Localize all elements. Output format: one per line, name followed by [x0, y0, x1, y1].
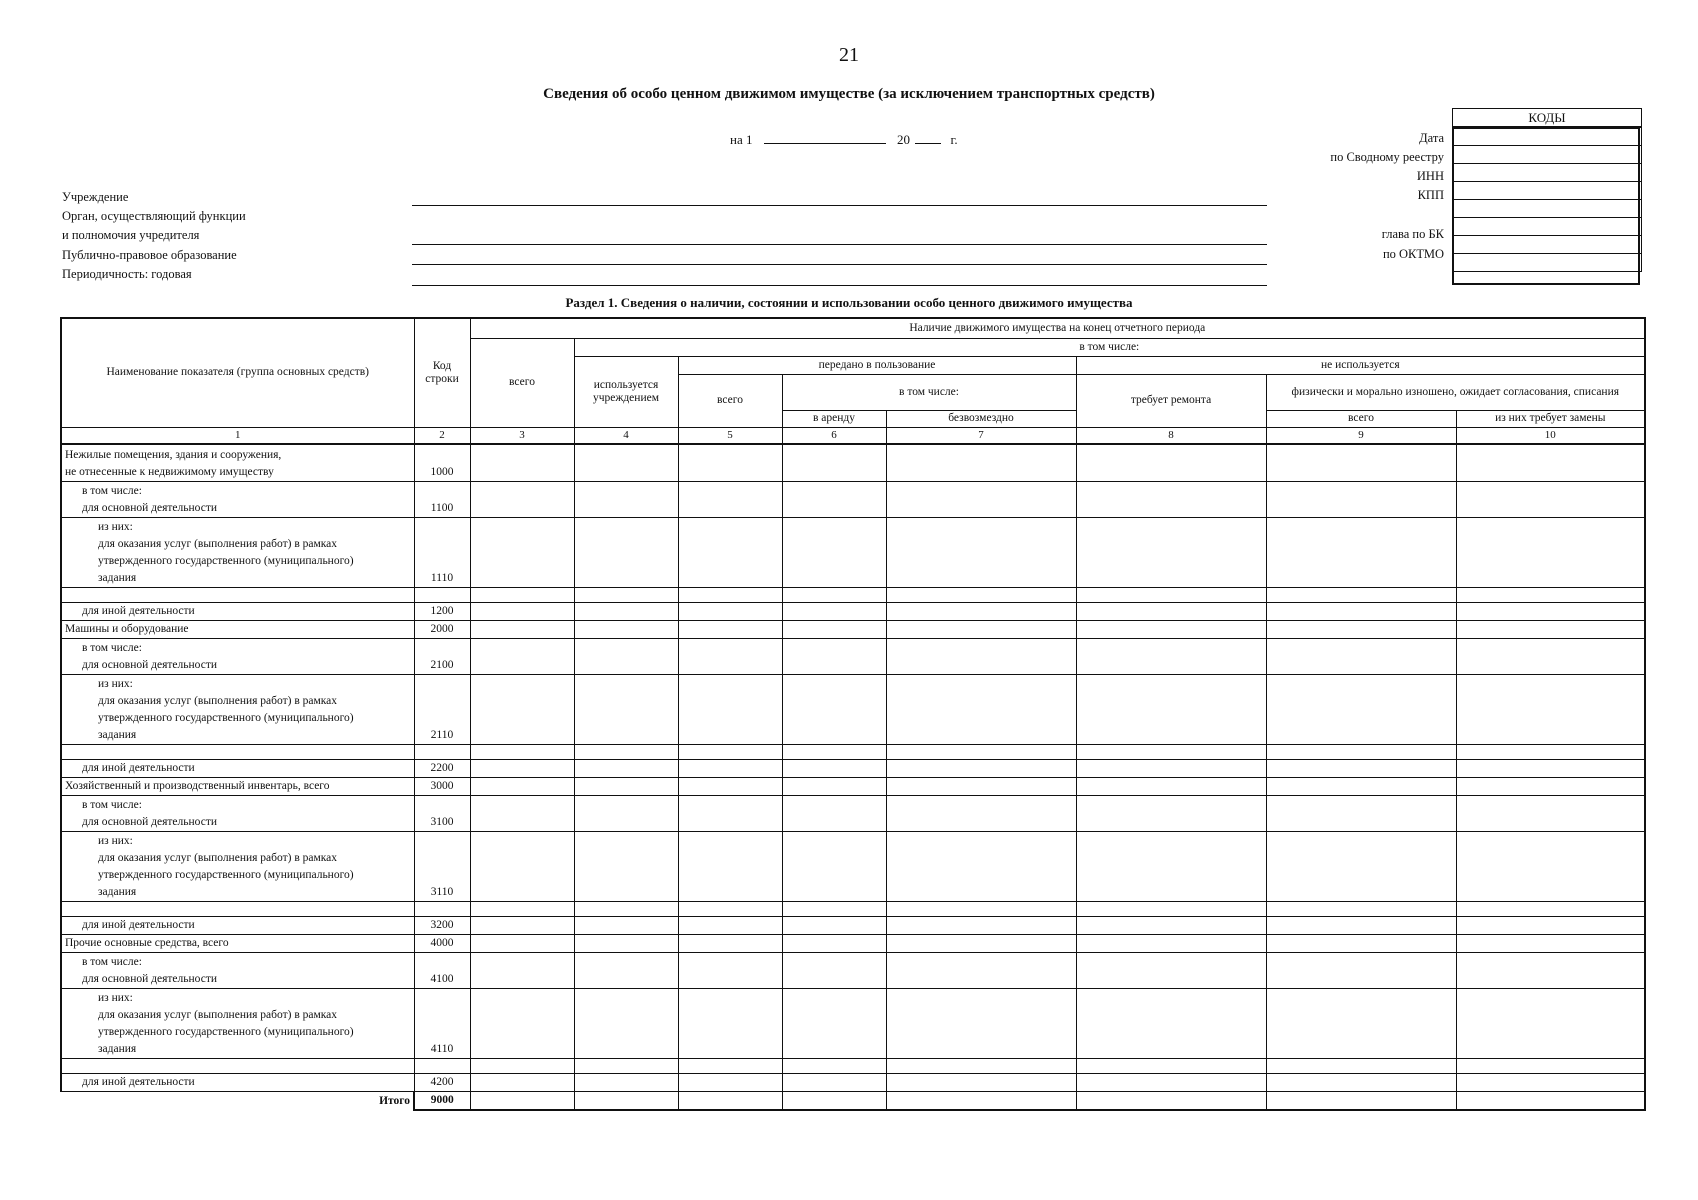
row-code: 4110: [414, 989, 470, 1059]
value-cell[interactable]: [574, 518, 678, 588]
value-cell[interactable]: [1076, 675, 1266, 745]
value-cell[interactable]: [1266, 482, 1456, 518]
value-cell[interactable]: [574, 675, 678, 745]
table-row: [61, 639, 1645, 675]
col-number: 2: [414, 427, 470, 444]
header-rent: в аренду: [782, 410, 886, 427]
value-cell[interactable]: [782, 675, 886, 745]
value-cell[interactable]: [1076, 482, 1266, 518]
value-cell[interactable]: [1456, 796, 1645, 832]
header-availability: Наличие движимого имущества на конец отчетного периода: [470, 318, 1645, 338]
value-cell[interactable]: [470, 917, 574, 935]
form-title: Сведения об особо ценном движимом имуществе (за исключением транспортных средств): [543, 86, 1155, 102]
value-cell[interactable]: [1266, 518, 1456, 588]
value-cell[interactable]: [1456, 760, 1645, 778]
value-cell[interactable]: [1076, 917, 1266, 935]
value-cell[interactable]: [1456, 621, 1645, 639]
row-code: 1200: [414, 603, 470, 621]
table-row: [61, 989, 1645, 1059]
value-cell[interactable]: [574, 902, 678, 917]
table-row: [61, 675, 1645, 745]
value-cell[interactable]: [1076, 796, 1266, 832]
value-cell[interactable]: [678, 444, 782, 482]
value-cell[interactable]: [678, 745, 782, 760]
value-cell[interactable]: [678, 1059, 782, 1074]
value-cell[interactable]: [574, 935, 678, 953]
value-cell[interactable]: [886, 603, 1076, 621]
row-name: Хозяйственный и производственный инвентарь, всего: [61, 778, 414, 796]
value-cell[interactable]: [1456, 444, 1645, 482]
value-cell[interactable]: [782, 796, 886, 832]
header-transferred-including: в том числе:: [782, 374, 1076, 410]
col-number: 1: [61, 427, 414, 444]
table-row: [61, 902, 1645, 917]
value-cell[interactable]: [1456, 745, 1645, 760]
row-name: [61, 745, 414, 760]
row-name: [61, 588, 414, 603]
row-code: 3100: [414, 796, 470, 832]
header-name: Наименование показателя (группа основных средств): [61, 318, 414, 427]
value-cell[interactable]: [574, 989, 678, 1059]
report-date-line: [730, 130, 958, 148]
value-cell[interactable]: [678, 518, 782, 588]
value-cell[interactable]: [1456, 778, 1645, 796]
row-name: [61, 1059, 414, 1074]
total-value-cell[interactable]: [574, 1092, 678, 1111]
value-cell[interactable]: [782, 588, 886, 603]
col-number: 7: [886, 427, 1076, 444]
date-suffix: г.: [950, 132, 958, 147]
table-row: [61, 603, 1645, 621]
value-cell[interactable]: [574, 778, 678, 796]
institution-label: Учреждение: [62, 190, 129, 204]
header-free: безвозмездно: [886, 410, 1076, 427]
value-cell[interactable]: [470, 953, 574, 989]
col-number: 6: [782, 427, 886, 444]
header-worn-out: физически и морально изношено, ожидает согласования, списания: [1266, 374, 1645, 410]
municipality-label: Публично-правовое образование: [62, 248, 237, 262]
table-row: [61, 444, 1645, 482]
header-including: в том числе:: [574, 338, 1645, 356]
periodicity-label: Периодичность: годовая: [62, 267, 192, 281]
value-cell[interactable]: [1456, 953, 1645, 989]
value-cell[interactable]: [782, 518, 886, 588]
value-cell[interactable]: [470, 745, 574, 760]
total-value-cell[interactable]: [1456, 1092, 1645, 1111]
value-cell[interactable]: [1266, 1059, 1456, 1074]
row-code: [414, 902, 470, 917]
value-cell[interactable]: [1266, 796, 1456, 832]
total-value-cell[interactable]: [470, 1092, 574, 1111]
value-cell[interactable]: [678, 935, 782, 953]
row-code: [414, 1059, 470, 1074]
value-cell[interactable]: [1266, 621, 1456, 639]
value-cell[interactable]: [886, 989, 1076, 1059]
value-cell[interactable]: [886, 745, 1076, 760]
value-cell[interactable]: [1266, 902, 1456, 917]
value-cell[interactable]: [886, 639, 1076, 675]
row-name: для иной деятельности: [61, 1074, 414, 1092]
header-total: всего: [470, 338, 574, 427]
code-blank-cell[interactable]: [1453, 200, 1642, 218]
value-cell[interactable]: [574, 1059, 678, 1074]
value-cell[interactable]: [886, 675, 1076, 745]
value-cell[interactable]: [678, 796, 782, 832]
code-registry-cell[interactable]: [1453, 146, 1642, 164]
value-cell[interactable]: [782, 639, 886, 675]
value-cell[interactable]: [574, 588, 678, 603]
value-cell[interactable]: [574, 603, 678, 621]
col-number: 8: [1076, 427, 1266, 444]
value-cell[interactable]: [886, 621, 1076, 639]
value-cell[interactable]: [574, 832, 678, 902]
table-row: [61, 1074, 1645, 1092]
value-cell[interactable]: [886, 444, 1076, 482]
row-code: 3200: [414, 917, 470, 935]
value-cell[interactable]: [470, 902, 574, 917]
row-code: 1000: [414, 444, 470, 482]
row-code: 3110: [414, 832, 470, 902]
value-cell[interactable]: [782, 444, 886, 482]
value-cell[interactable]: [574, 444, 678, 482]
value-cell[interactable]: [886, 935, 1076, 953]
value-cell[interactable]: [470, 1059, 574, 1074]
table-row: [61, 1059, 1645, 1074]
periodicity-field[interactable]: [412, 285, 1267, 286]
property-table: [60, 317, 1646, 1111]
value-cell[interactable]: [1266, 675, 1456, 745]
table-row: [61, 518, 1645, 588]
value-cell[interactable]: [678, 621, 782, 639]
total-value-cell[interactable]: [782, 1092, 886, 1111]
value-cell[interactable]: [1076, 603, 1266, 621]
value-cell[interactable]: [1456, 518, 1645, 588]
row-name: из них: для оказания услуг (выполнения работ) в рамках утвержденного государственного (муниципального) задания: [61, 832, 414, 902]
value-cell[interactable]: [470, 989, 574, 1059]
value-cell[interactable]: [1456, 1059, 1645, 1074]
value-cell[interactable]: [886, 518, 1076, 588]
institution-field[interactable]: [412, 205, 1267, 206]
column-numbers-row: [61, 427, 1645, 444]
value-cell[interactable]: [782, 778, 886, 796]
code-oktmo-cell[interactable]: [1453, 236, 1642, 254]
code-bk-cell[interactable]: [1453, 218, 1642, 236]
value-cell[interactable]: [1076, 621, 1266, 639]
value-cell[interactable]: [886, 953, 1076, 989]
row-name: для иной деятельности: [61, 760, 414, 778]
value-cell[interactable]: [782, 917, 886, 935]
value-cell[interactable]: [574, 745, 678, 760]
value-cell[interactable]: [470, 444, 574, 482]
value-cell[interactable]: [574, 1074, 678, 1092]
code-bottom-cell[interactable]: [1453, 254, 1642, 272]
value-cell[interactable]: [1456, 832, 1645, 902]
row-name: Нежилые помещения, здания и сооружения, не отнесенные к недвижимому имуществу: [61, 444, 414, 482]
value-cell[interactable]: [1456, 935, 1645, 953]
value-cell[interactable]: [1456, 675, 1645, 745]
date-day-month-blank[interactable]: [764, 130, 886, 144]
row-name: Прочие основные средства, всего: [61, 935, 414, 953]
row-name: [61, 902, 414, 917]
total-label: Итого: [379, 1095, 410, 1107]
value-cell[interactable]: [1266, 760, 1456, 778]
value-cell[interactable]: [678, 917, 782, 935]
total-row: [61, 1092, 1645, 1111]
value-cell[interactable]: [1266, 588, 1456, 603]
value-cell[interactable]: [886, 588, 1076, 603]
value-cell[interactable]: [782, 902, 886, 917]
oktmo-code-label: по ОКТМО: [1382, 247, 1444, 261]
value-cell[interactable]: [1456, 639, 1645, 675]
value-cell[interactable]: [1076, 444, 1266, 482]
row-name: в том числе: для основной деятельности: [61, 482, 414, 518]
table-row: [61, 796, 1645, 832]
table-row: [61, 953, 1645, 989]
municipality-field[interactable]: [412, 264, 1267, 265]
row-name: для иной деятельности: [61, 603, 414, 621]
value-cell[interactable]: [470, 935, 574, 953]
value-cell[interactable]: [1266, 603, 1456, 621]
row-code: 2110: [414, 675, 470, 745]
total-value-cell[interactable]: [678, 1092, 782, 1111]
value-cell[interactable]: [470, 760, 574, 778]
value-cell[interactable]: [1456, 1074, 1645, 1092]
total-code: 9000: [414, 1092, 470, 1111]
row-name: в том числе: для основной деятельности: [61, 639, 414, 675]
value-cell[interactable]: [1076, 832, 1266, 902]
col-number: 4: [574, 427, 678, 444]
kpp-code-label: КПП: [1417, 188, 1444, 202]
header-transferred-total: всего: [678, 374, 782, 427]
value-cell[interactable]: [678, 675, 782, 745]
value-cell[interactable]: [470, 621, 574, 639]
value-cell[interactable]: [470, 603, 574, 621]
total-value-cell[interactable]: [1076, 1092, 1266, 1111]
header-worn-replace: из них требует замены: [1456, 410, 1645, 427]
value-cell[interactable]: [782, 832, 886, 902]
table-row: [61, 778, 1645, 796]
date-year-prefix: 20: [896, 132, 910, 147]
value-cell[interactable]: [470, 832, 574, 902]
row-name: в том числе: для основной деятельности: [61, 953, 414, 989]
col-number: 5: [678, 427, 782, 444]
table-row: [61, 621, 1645, 639]
value-cell[interactable]: [1266, 832, 1456, 902]
value-cell[interactable]: [782, 745, 886, 760]
total-value-cell[interactable]: [886, 1092, 1076, 1111]
table-row: [61, 760, 1645, 778]
value-cell[interactable]: [574, 482, 678, 518]
value-cell[interactable]: [1076, 989, 1266, 1059]
date-year-blank[interactable]: [915, 130, 941, 144]
row-code: 3000: [414, 778, 470, 796]
value-cell[interactable]: [470, 778, 574, 796]
value-cell[interactable]: [1456, 917, 1645, 935]
registry-code-label: по Сводному реестру: [1330, 150, 1444, 164]
value-cell[interactable]: [782, 953, 886, 989]
value-cell[interactable]: [574, 953, 678, 989]
value-cell[interactable]: [1266, 1074, 1456, 1092]
row-code: 4200: [414, 1074, 470, 1092]
value-cell[interactable]: [574, 639, 678, 675]
table-row: [61, 935, 1645, 953]
value-cell[interactable]: [678, 1074, 782, 1092]
value-cell[interactable]: [782, 989, 886, 1059]
value-cell[interactable]: [678, 603, 782, 621]
code-inn-cell[interactable]: [1453, 164, 1642, 182]
header-needs-repair: требует ремонта: [1076, 374, 1266, 427]
value-cell[interactable]: [574, 796, 678, 832]
value-cell[interactable]: [678, 760, 782, 778]
value-cell[interactable]: [470, 639, 574, 675]
bk-code-label: глава по БК: [1381, 227, 1444, 241]
value-cell[interactable]: [886, 796, 1076, 832]
table-row: [61, 588, 1645, 603]
value-cell[interactable]: [678, 588, 782, 603]
value-cell[interactable]: [1076, 1059, 1266, 1074]
inn-code-label: ИНН: [1416, 169, 1444, 183]
header-not-used: не используется: [1076, 356, 1645, 374]
value-cell[interactable]: [1076, 902, 1266, 917]
code-date-cell[interactable]: [1453, 127, 1642, 146]
value-cell[interactable]: [1456, 603, 1645, 621]
value-cell[interactable]: [782, 935, 886, 953]
header-worn-total: всего: [1266, 410, 1456, 427]
page-number: 21: [839, 44, 859, 66]
value-cell[interactable]: [470, 1074, 574, 1092]
header-code: Код строки: [414, 318, 470, 427]
value-cell[interactable]: [1266, 778, 1456, 796]
table-body: [61, 444, 1645, 1111]
row-name: для иной деятельности: [61, 917, 414, 935]
value-cell[interactable]: [1076, 639, 1266, 675]
value-cell[interactable]: [1266, 917, 1456, 935]
value-cell[interactable]: [886, 482, 1076, 518]
value-cell[interactable]: [1266, 935, 1456, 953]
row-code: 2000: [414, 621, 470, 639]
value-cell[interactable]: [678, 778, 782, 796]
value-cell[interactable]: [678, 639, 782, 675]
value-cell[interactable]: [1456, 989, 1645, 1059]
value-cell[interactable]: [782, 621, 886, 639]
value-cell[interactable]: [1266, 444, 1456, 482]
value-cell[interactable]: [1076, 745, 1266, 760]
value-cell[interactable]: [1456, 588, 1645, 603]
founder-label-2: и полномочия учредителя: [62, 228, 200, 242]
value-cell[interactable]: [574, 917, 678, 935]
col-number: 9: [1266, 427, 1456, 444]
row-code: 1100: [414, 482, 470, 518]
col-number: 3: [470, 427, 574, 444]
value-cell[interactable]: [782, 1059, 886, 1074]
value-cell[interactable]: [1076, 1074, 1266, 1092]
value-cell[interactable]: [1266, 639, 1456, 675]
row-code: [414, 745, 470, 760]
codes-table: [1452, 108, 1642, 272]
value-cell[interactable]: [1266, 745, 1456, 760]
value-cell[interactable]: [678, 482, 782, 518]
value-cell[interactable]: [1076, 935, 1266, 953]
value-cell[interactable]: [1076, 760, 1266, 778]
row-code: 1110: [414, 518, 470, 588]
value-cell[interactable]: [470, 588, 574, 603]
value-cell[interactable]: [782, 482, 886, 518]
col-number: 10: [1456, 427, 1645, 444]
codes-header: КОДЫ: [1453, 109, 1642, 128]
section-title: Раздел 1. Сведения о наличии, состоянии и использовании особо ценного движимого имущества: [565, 295, 1133, 310]
row-name: в том числе: для основной деятельности: [61, 796, 414, 832]
row-name: из них: для оказания услуг (выполнения работ) в рамках утвержденного государственного (муниципального) задания: [61, 518, 414, 588]
value-cell[interactable]: [886, 902, 1076, 917]
row-code: 4100: [414, 953, 470, 989]
value-cell[interactable]: [782, 1074, 886, 1092]
value-cell[interactable]: [678, 989, 782, 1059]
value-cell[interactable]: [1456, 902, 1645, 917]
value-cell[interactable]: [470, 518, 574, 588]
table-row: [61, 482, 1645, 518]
total-value-cell[interactable]: [1266, 1092, 1456, 1111]
founder-label-1: Орган, осуществляющий функции: [62, 209, 246, 223]
value-cell[interactable]: [886, 1074, 1076, 1092]
founder-field[interactable]: [412, 244, 1267, 245]
value-cell[interactable]: [782, 760, 886, 778]
row-name: Машины и оборудование: [61, 621, 414, 639]
value-cell[interactable]: [470, 796, 574, 832]
row-code: 2100: [414, 639, 470, 675]
value-cell[interactable]: [678, 902, 782, 917]
value-cell[interactable]: [782, 603, 886, 621]
value-cell[interactable]: [574, 760, 678, 778]
value-cell[interactable]: [1076, 778, 1266, 796]
code-kpp-cell[interactable]: [1453, 182, 1642, 200]
header-used-by-institution: используется учреждением: [574, 356, 678, 427]
value-cell[interactable]: [574, 621, 678, 639]
value-cell[interactable]: [1076, 518, 1266, 588]
row-code: 2200: [414, 760, 470, 778]
value-cell[interactable]: [1076, 588, 1266, 603]
row-name: из них: для оказания услуг (выполнения работ) в рамках утвержденного государственного (муниципального) задания: [61, 989, 414, 1059]
value-cell[interactable]: [886, 760, 1076, 778]
header-transferred: передано в пользование: [678, 356, 1076, 374]
value-cell[interactable]: [470, 675, 574, 745]
date-code-label: Дата: [1419, 131, 1444, 145]
value-cell[interactable]: [886, 1059, 1076, 1074]
row-name: из них: для оказания услуг (выполнения работ) в рамках утвержденного государственного (муниципального) задания: [61, 675, 414, 745]
value-cell[interactable]: [886, 917, 1076, 935]
date-prefix: на 1: [730, 132, 753, 147]
table-row: [61, 917, 1645, 935]
value-cell[interactable]: [1266, 989, 1456, 1059]
value-cell[interactable]: [1266, 953, 1456, 989]
value-cell[interactable]: [470, 482, 574, 518]
value-cell[interactable]: [678, 832, 782, 902]
value-cell[interactable]: [1456, 482, 1645, 518]
table-row: [61, 832, 1645, 902]
value-cell[interactable]: [886, 778, 1076, 796]
row-code: [414, 588, 470, 603]
row-code: 4000: [414, 935, 470, 953]
value-cell[interactable]: [886, 832, 1076, 902]
table-row: [61, 745, 1645, 760]
value-cell[interactable]: [678, 953, 782, 989]
value-cell[interactable]: [1076, 953, 1266, 989]
